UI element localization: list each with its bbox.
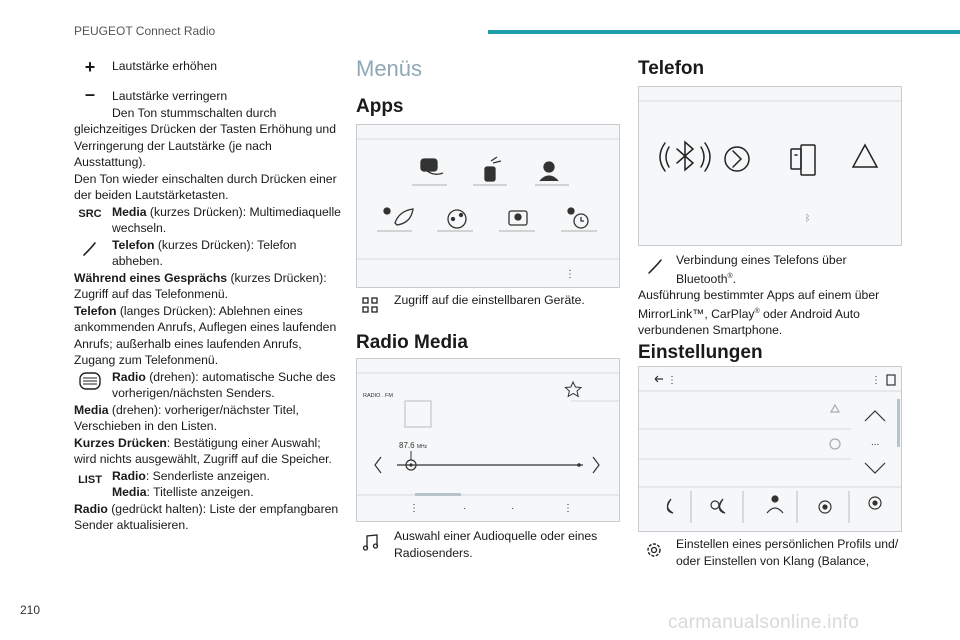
src-item <box>74 204 344 237</box>
einst-caption: Einstellen eines persönlichen Profils und/ oder Einstellen von Klang (Balance, <box>676 537 899 568</box>
registered-mark-2: ® <box>754 307 760 315</box>
telefon-caption-1: Verbindung eines Telefons über Bluetooth <box>676 253 847 286</box>
list-item <box>74 468 344 534</box>
einstellungen-title: Einstellungen <box>638 342 763 363</box>
svg-text:⋮: ⋮ <box>565 269 575 280</box>
vol-down-item <box>74 84 344 204</box>
frequency-value: 87.6 <box>399 441 415 450</box>
vol-down-text: Den Ton stummschalten durch gleichzeitiges Drücken der Tasten Erhöhung und Verringerung der Lautstärke (je nach Ausstattung). <box>74 105 336 169</box>
radio-text: (drehen): automatische Suche des vorherigen/nächsten Senders. <box>112 369 336 400</box>
minus-icon: – <box>84 84 95 104</box>
telefon-screen <box>638 86 902 246</box>
media-text: (drehen): vorheriger/nächster Titel, Verschieben in den Listen. <box>74 402 299 433</box>
src-label-icon: SRC <box>78 207 102 220</box>
svg-text:ᛒ: ᛒ <box>805 213 811 223</box>
svg-text:⋮: ⋮ <box>563 503 573 514</box>
telefon-caption-3: Ausführung bestimmter Apps auf einem über MirrorLink™, CarPlay <box>638 288 880 321</box>
list-radio-bold: Radio <box>112 468 146 483</box>
media-bold: Media <box>74 402 109 417</box>
list-media-bold: Media <box>112 485 147 499</box>
telefon-caption <box>638 252 906 339</box>
list-hold-text: (gedrückt halten): Liste der empfangbaren Sender aktualisieren. <box>74 501 339 532</box>
phone-bold: Telefon <box>112 237 155 252</box>
phone-long-bold: Telefon <box>74 303 117 318</box>
settings-screen <box>638 366 902 532</box>
call-text: (kurzes Drücken): Zugriff auf das Telefonmenü. <box>74 270 327 301</box>
apps-title: Apps <box>356 96 404 117</box>
phone-icon <box>74 240 106 258</box>
list-media-text: : Titelliste anzeigen. <box>146 485 254 499</box>
svg-text:⋮: ⋮ <box>667 375 677 386</box>
vol-up-text: Lautstärke erhöhen <box>112 59 218 73</box>
apps-screen <box>356 124 620 288</box>
page-number: 210 <box>20 603 41 617</box>
section-title-menus: Menüs <box>356 56 423 81</box>
vol-up-item <box>74 58 344 88</box>
phone-item <box>74 237 344 369</box>
unmute-text: Den Ton wieder einschalten durch Drücken einer der beiden Lautstärketasten. <box>74 171 337 202</box>
radio-screen <box>356 358 620 522</box>
music-note-icon <box>362 533 380 551</box>
list-hold-bold: Radio <box>74 501 108 516</box>
list-label-icon: LIST <box>78 473 102 486</box>
radio-band-label: RADIO . FM <box>363 393 393 399</box>
radio-item <box>74 369 344 468</box>
header-accent-bar <box>488 30 960 34</box>
svg-text:...: ... <box>871 437 880 448</box>
telefon-caption-4: oder Android Auto verbundenen Smartphone. <box>638 306 860 338</box>
apps-caption: Zugriff auf die einstellbaren Geräte. <box>394 293 585 307</box>
controls-column <box>74 58 344 534</box>
running-header: PEUGEOT Connect Radio <box>74 24 216 38</box>
radio-frequency <box>399 441 427 450</box>
radio-media-title: Radio Media <box>356 332 468 353</box>
vol-down-title: Lautstärke verringern <box>112 89 228 103</box>
thumbwheel-icon <box>74 371 106 391</box>
svg-text:·: · <box>463 503 467 514</box>
list-radio-text: : Senderliste anzeigen. <box>145 468 270 483</box>
settings-gear-icon <box>644 540 664 560</box>
svg-text:·: · <box>511 503 515 514</box>
registered-mark: ® <box>727 272 733 280</box>
telefon-caption-period: . <box>732 271 737 286</box>
phone-text: (kurzes Drücken): Telefon abheben. <box>112 237 297 268</box>
src-text: (kurzes Drücken): Multimediaquelle wechseln. <box>112 204 341 235</box>
radio-caption: Auswahl einer Audioquelle oder eines Radiosenders. <box>394 529 598 560</box>
apps-grid-icon <box>362 297 382 313</box>
radio-bold: Radio <box>112 369 146 384</box>
call-bold: Während eines Gesprächs <box>74 270 228 285</box>
src-bold: Media <box>112 204 147 219</box>
telefon-title: Telefon <box>638 58 705 79</box>
plus-icon: + <box>84 57 96 77</box>
phone-long-text: (langes Drücken): Ablehnen eines ankommenden Anrufs, Auflegen eines laufenden Anrufs; außerhalb eines laufenden Anrufs, Zugang zum Telefonmenü. <box>74 303 337 367</box>
frequency-unit: MHz <box>416 444 428 450</box>
watermark: carmanualsonline.info <box>668 612 860 633</box>
svg-text:⋮: ⋮ <box>871 375 881 386</box>
short-press-bold: Kurzes Drücken <box>74 435 167 450</box>
svg-text:⋮: ⋮ <box>409 503 419 514</box>
short-press-text: : Bestätigung einer Auswahl; wird nichts ausgewählt, Zugriff auf die Speicher. <box>74 435 332 466</box>
